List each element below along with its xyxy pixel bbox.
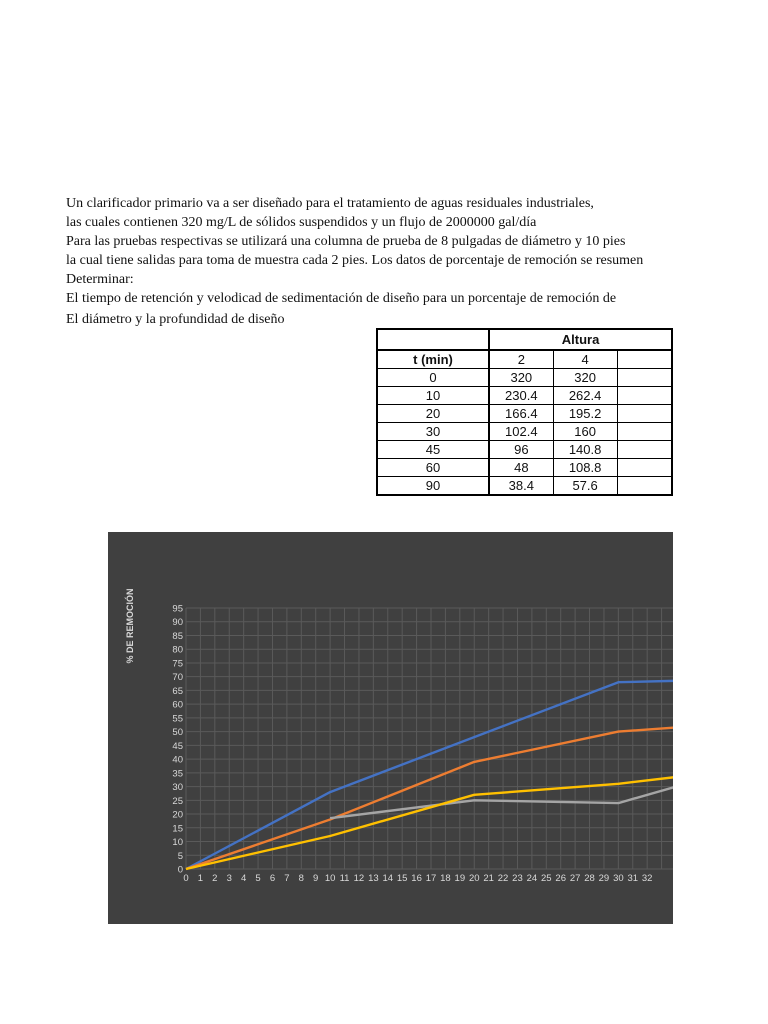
x-tick-label: 22: [497, 873, 509, 884]
table-row: [377, 459, 672, 477]
y-axis-ticks: [172, 604, 183, 876]
table-cell: [617, 423, 672, 441]
x-tick-label: 7: [284, 873, 290, 884]
table-cell: 20: [377, 405, 489, 423]
x-tick-label: 14: [382, 873, 394, 884]
series-line-2: [186, 728, 673, 870]
table-group-header-row: [377, 329, 672, 350]
table-cell: [617, 387, 672, 405]
table-cell: 10: [377, 387, 489, 405]
x-tick-label: 31: [627, 873, 639, 884]
problem-line-2: las cuales contienen 320 mg/L de sólidos suspendidos y un flujo de 2000000 gal/día: [66, 215, 537, 230]
table-cell: 140.8: [553, 441, 617, 459]
x-tick-label: 24: [526, 873, 538, 884]
x-tick-label: 3: [226, 873, 232, 884]
table-cell: 57.6: [553, 477, 617, 496]
y-tick-label: 35: [172, 768, 183, 780]
table-time-header: t (min): [377, 350, 489, 369]
table-row: [377, 405, 672, 423]
table-cell: 48: [489, 459, 553, 477]
y-tick-label: 85: [172, 630, 183, 642]
table-cell: 60: [377, 459, 489, 477]
table-cell: 320: [553, 369, 617, 387]
x-tick-label: 23: [512, 873, 523, 884]
x-tick-label: 27: [569, 873, 581, 884]
y-tick-label: 55: [172, 713, 183, 725]
x-tick-label: 19: [454, 873, 466, 884]
table-cell: 108.8: [553, 459, 617, 477]
table-group-header: Altura: [489, 329, 672, 350]
table-row: [377, 369, 672, 387]
y-tick-label: 95: [172, 603, 183, 615]
table-row: [377, 477, 672, 496]
table-height-header: [617, 350, 672, 369]
x-tick-label: 20: [468, 873, 480, 884]
x-tick-label: 16: [411, 873, 422, 884]
y-tick-label: 25: [172, 795, 183, 807]
y-tick-label: 15: [172, 823, 183, 835]
y-tick-label: 0: [177, 864, 183, 876]
x-tick-label: 21: [483, 873, 494, 884]
table-cell: [617, 369, 672, 387]
y-tick-label: 5: [177, 850, 183, 862]
y-tick-label: 50: [172, 727, 183, 739]
problem-line-1: Un clarificador primario va a ser diseñado para el tratamiento de aguas residuales industriales,: [66, 196, 594, 211]
problem-line-5: Determinar:: [66, 272, 134, 287]
table-cell: 166.4: [489, 405, 553, 423]
y-tick-label: 60: [172, 699, 183, 711]
table-cell: 160: [553, 423, 617, 441]
x-tick-label: 25: [541, 873, 552, 884]
chart-series: [186, 681, 673, 869]
table-cell: 195.2: [553, 405, 617, 423]
y-tick-label: 80: [172, 644, 183, 656]
y-tick-label: 30: [172, 782, 183, 794]
settling-data-table: [376, 328, 673, 496]
x-tick-label: 10: [324, 873, 336, 884]
removal-chart-svg: [108, 532, 673, 924]
problem-line-7: El diámetro y la profundidad de diseño: [66, 312, 285, 327]
table-row: [377, 441, 672, 459]
series-line-3: [330, 787, 673, 819]
y-tick-label: 65: [172, 685, 183, 697]
table-cell: [617, 459, 672, 477]
x-tick-label: 6: [269, 873, 276, 884]
table-cell: 96: [489, 441, 553, 459]
x-tick-label: 30: [613, 873, 624, 884]
x-tick-label: 4: [240, 873, 247, 884]
table-cell: 0: [377, 369, 489, 387]
table-row: [377, 387, 672, 405]
x-tick-label: 15: [396, 873, 408, 884]
table-cell: 30: [377, 423, 489, 441]
x-axis-ticks: [183, 873, 652, 884]
table-cell: [617, 405, 672, 423]
x-tick-label: 5: [255, 873, 261, 884]
x-tick-label: 1: [197, 873, 204, 884]
table-cell: 262.4: [553, 387, 617, 405]
table-cell: 230.4: [489, 387, 553, 405]
table-corner-cell: [377, 329, 489, 350]
y-tick-label: 20: [172, 809, 183, 821]
removal-chart: [108, 532, 673, 924]
x-tick-label: 18: [440, 873, 451, 884]
x-tick-label: 28: [584, 873, 595, 884]
y-tick-label: 40: [172, 754, 183, 766]
table-cell: 38.4: [489, 477, 553, 496]
y-tick-label: 45: [172, 740, 183, 752]
series-line-1: [186, 681, 673, 869]
x-tick-label: 9: [313, 873, 319, 884]
x-tick-label: 13: [368, 873, 379, 884]
y-tick-label: 75: [172, 658, 183, 670]
x-tick-label: 8: [298, 873, 304, 884]
problem-line-6: El tiempo de retención y velodicad de sedimentación de diseño para un porcentaje de remoción de: [66, 291, 617, 306]
table-cell: 320: [489, 369, 553, 387]
x-tick-label: 12: [353, 873, 365, 884]
table-height-header: 4: [553, 350, 617, 369]
y-tick-label: 70: [172, 672, 183, 684]
table-row: [377, 423, 672, 441]
x-tick-label: 29: [598, 873, 610, 884]
x-tick-label: 11: [339, 873, 350, 884]
table-cell: 102.4: [489, 423, 553, 441]
y-axis-label: % DE REMOCIÓN: [125, 588, 135, 664]
y-tick-label: 90: [172, 617, 183, 629]
y-tick-label: 10: [172, 837, 183, 849]
table-header-row: [377, 350, 672, 369]
table-cell: [617, 477, 672, 496]
x-tick-label: 2: [212, 873, 218, 884]
problem-line-3: Para las pruebas respectivas se utilizará una columna de prueba de 8 pulgadas de diámetro y 10 pies: [66, 234, 626, 249]
table-height-header: 2: [489, 350, 553, 369]
table-cell: 45: [377, 441, 489, 459]
table-cell: 90: [377, 477, 489, 496]
problem-line-4: la cual tiene salidas para toma de muestra cada 2 pies. Los datos de porcentaje de remoción se resumen: [66, 253, 644, 268]
x-tick-label: 17: [425, 873, 437, 884]
x-tick-label: 32: [641, 873, 653, 884]
table-cell: [617, 441, 672, 459]
x-tick-label: 0: [183, 873, 189, 884]
x-tick-label: 26: [555, 873, 566, 884]
